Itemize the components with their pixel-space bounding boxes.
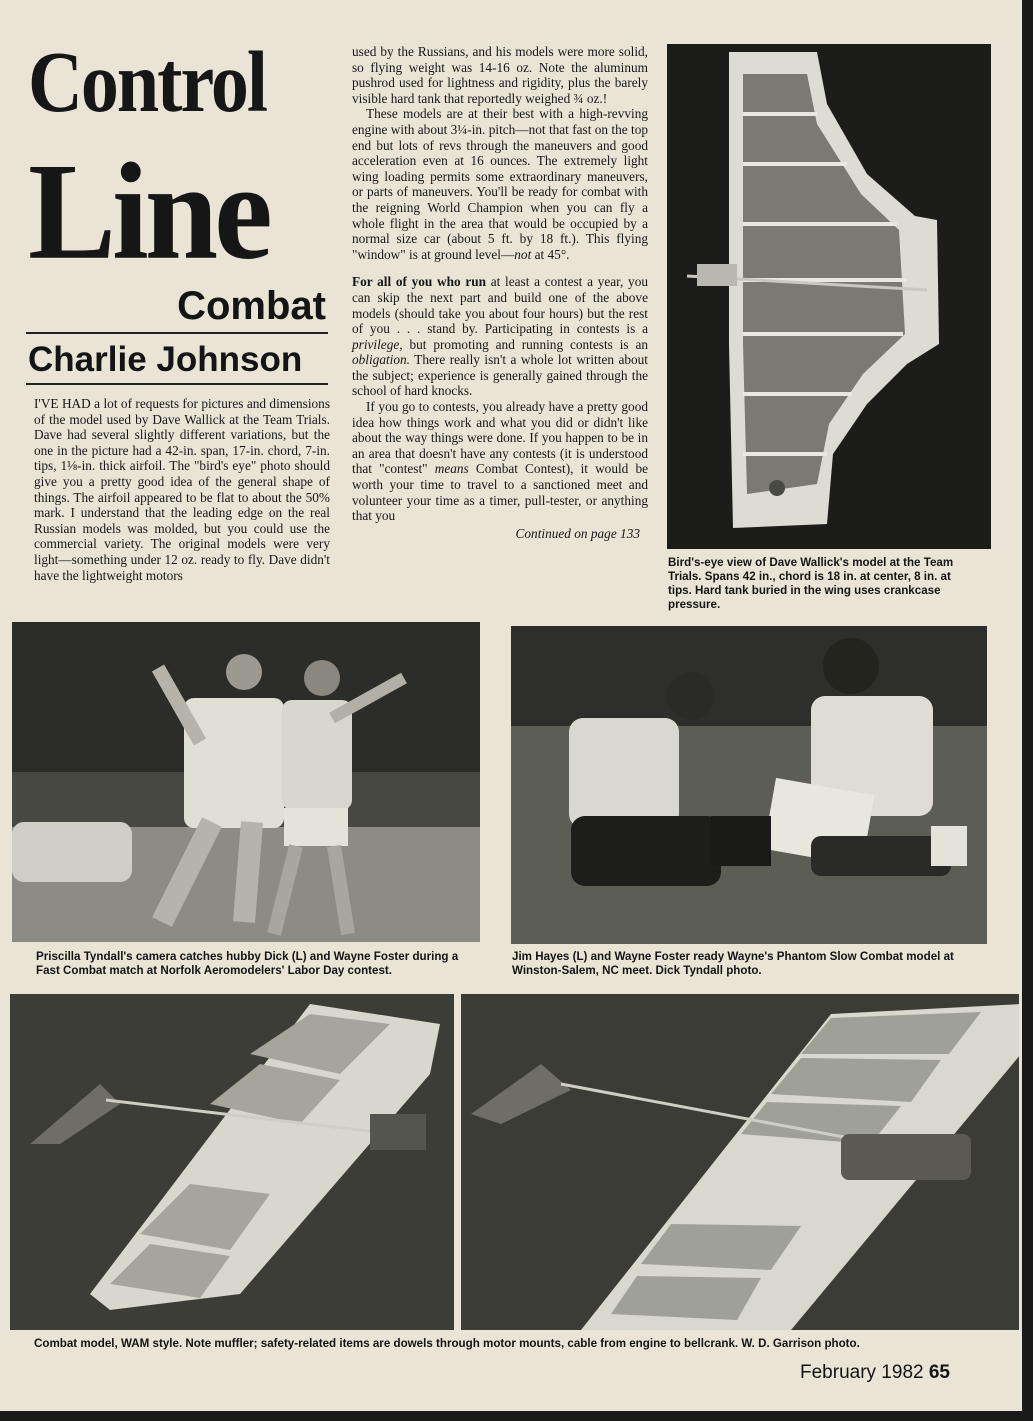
birds-eye-caption: Bird's-eye view of Dave Wallick's model at the Team Trials. Spans 42 in., chord is 18 in. at center, 8 in. at tips. Hard tank buried in the wing uses crankcase pressure. [668,556,954,611]
article-column-2 [352,44,648,541]
page-number: 65 [928,1362,950,1383]
author-byline: Charlie Johnson [28,340,303,379]
title-combat: Combat [177,284,326,328]
flying-photo [12,622,480,942]
page-footer [800,1362,950,1384]
issue-date: February 1982 [800,1362,924,1383]
paragraph: If you go to contests, you already have a pretty good idea how things work and what you did or didn't like about the way things were done. If you happen to be in an area that doesn't have any contests (it is understood that "contest" means Combat Contest), it would be worth your time to travel to a sanctioned meet and volunteer your time as a timer, pull-tester, or anything that you [352,399,648,524]
birds-eye-photo [667,44,991,549]
wam-caption: Combat model, WAM style. Note muffler; safety-related items are dowels through motor mounts, cable from engine to bellcrank. W. D. Garrison photo. [34,1337,860,1350]
paragraph: These models are at their best with a high-revving engine with about 3¼-in. pitch—not that fast on the top end but lots of revs through the maneuvers and good acceleration even at 16 ounces. The extremely light wing loading permits some extraordinary maneuvers, or parts of maneuvers. You'll be ready for combat with the reigning World Champion when you can fly a whole flight in the area that would be occupied by a normal size car (about 5 ft. by 18 ft.). This flying "window" is at ground level—not at 45°. [352,106,648,262]
title-line: Line [28,133,269,289]
paragraph: used by the Russians, and his models were more solid, so flying weight was 14-16 oz. Note the aluminum pushrod used for lightness and rigidity, plus the barely visible hard tank that reportedly weighed ¾ oz.! [352,44,648,106]
paragraph: For all of you who run at least a contest a year, you can skip the next part and build one of the above models (should take you about four hours) but the rest of you . . . stand by. Participating in contests is a privilege, but promoting and running contests is an obligation. There really isn't a whole lot written about the subject; experience is generally gained through the school of hard knocks. [352,274,648,399]
title-control: Control [28,33,266,131]
article-column-1 [34,396,330,583]
pit-crew-caption: Jim Hayes (L) and Wayne Foster ready Wayne's Phantom Slow Combat model at Winston-Salem, NC meet. Dick Tyndall photo. [512,950,954,977]
wam-model-photo-right [461,994,1019,1330]
intro-paragraph: I'VE HAD a lot of requests for pictures and dimensions of the model used by Dave Wallick at the Team Trials. Dave had several slightly different variations, but the one in the picture had a 42-in. span, 17-in. chord, 7-in. tips, 1⅛-in. thick airfoil. The "bird's eye" photo should give you a pretty good idea of the general shape of things. The airfoil appeared to be flat to about the 50% mark. I understand that the leading edge on the real Russian models was molded, but you could use the commercial variety. The original models were very light—something under 12 oz. ready to fly. Dave didn't have the lightweight motors [34,396,330,583]
title-rule-top [26,332,328,334]
flying-caption: Priscilla Tyndall's camera catches hubby Dick (L) and Wayne Foster during a Fast Combat match at Norfolk Aeromodelers' Labor Day contest. [36,950,459,977]
pit-crew-photo [511,626,987,944]
title-rule-bottom [26,383,328,385]
wam-model-photo-left [10,994,454,1330]
continued-note: Continued on page 133 [515,525,640,541]
